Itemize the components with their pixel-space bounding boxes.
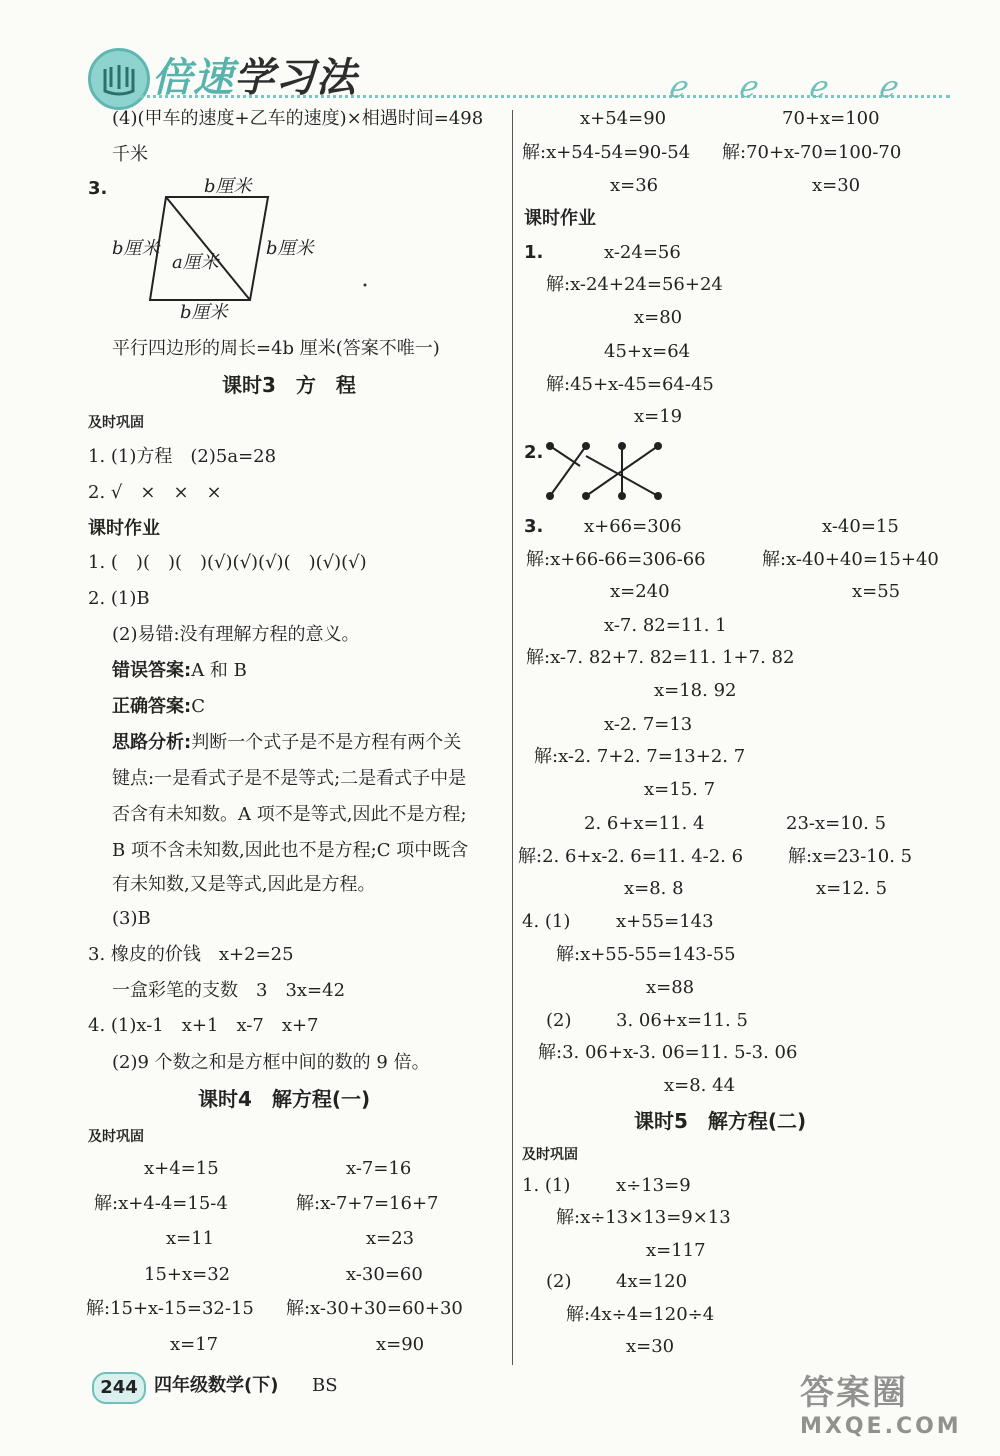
subsection-label: 及时巩固 — [88, 415, 144, 431]
answer-line: 错误答案:A 和 B — [112, 660, 247, 681]
figure-label-left: b厘米 — [112, 238, 160, 259]
equation: 45+x=64 — [604, 341, 691, 362]
answer-line: 正确答案:C — [112, 696, 205, 717]
answer-line: (4)(甲车的速度+乙车的速度)×相遇时间=498 — [112, 108, 484, 129]
equation-result: x=80 — [634, 307, 683, 328]
matching-lines-figure — [540, 436, 670, 506]
column-divider — [512, 110, 513, 1365]
equation: 70+x=100 — [782, 108, 880, 129]
equation: 15+x=32 — [144, 1264, 231, 1285]
equation: 2. 6+x=11. 4 — [584, 813, 705, 834]
answer-line: (2)9 个数之和是方框中间的数的 9 倍。 — [112, 1052, 430, 1073]
equation-result: x=117 — [646, 1240, 706, 1261]
answer-line: 否含有未知数。A 项不是等式,因此不是方程; — [112, 804, 467, 825]
equation-step: 解:x-7+7=16+7 — [296, 1193, 439, 1214]
equation-step: 解:x+54-54=90-54 — [522, 142, 691, 163]
equation-result: x=240 — [610, 581, 670, 602]
equation: x-40=15 — [822, 516, 899, 537]
equation-step: 解:15+x-15=32-15 — [86, 1298, 254, 1319]
equation-step: 解:70+x-70=100-70 — [722, 142, 902, 163]
equation-step: 解:x-24+24=56+24 — [546, 274, 723, 295]
equation-step: 解:x+66-66=306-66 — [526, 549, 706, 570]
equation-step: 解:x-2. 7+2. 7=13+2. 7 — [534, 746, 746, 767]
page-number: 244 — [92, 1372, 146, 1404]
question-number: (2) — [546, 1010, 572, 1031]
answer-line: 1. ( )( )( )(√)(√)(√)( )(√)(√) — [88, 552, 367, 573]
equation: x+4=15 — [144, 1158, 219, 1179]
answer-line: (3)B — [112, 908, 151, 929]
answer-line: 千米 — [112, 144, 148, 165]
equation-result: x=8. 8 — [624, 878, 684, 899]
question-number: (2) — [546, 1271, 572, 1292]
equation-result: x=36 — [610, 175, 659, 196]
equation: x-7=16 — [346, 1158, 412, 1179]
answer-line: 一盒彩笔的支数 3 3x=42 — [112, 980, 346, 1001]
equation: x-2. 7=13 — [604, 714, 693, 735]
equation: 4x=120 — [616, 1271, 688, 1292]
answer-line: 思路分析:判断一个式子是不是方程有两个关 — [112, 732, 462, 753]
equation: x-7. 82=11. 1 — [604, 615, 727, 636]
subsection-label: 课时作业 — [88, 518, 160, 539]
equation-result: x=8. 44 — [664, 1075, 736, 1096]
watermark-line2: MXQE.COM — [800, 1414, 962, 1439]
equation: x-30=60 — [346, 1264, 423, 1285]
section-title: 课时5 解方程(二) — [634, 1109, 807, 1133]
question-number: 3. — [88, 178, 108, 199]
answer-line: 1. (1)方程 (2)5a=28 — [88, 446, 277, 467]
equation-result: x=17 — [170, 1334, 219, 1355]
equation-step: 解:x+55-55=143-55 — [556, 944, 736, 965]
figure-label-top: b厘米 — [204, 176, 252, 197]
header-dotted-rule — [140, 95, 950, 98]
decor-curl-icon: ℯ — [808, 70, 826, 105]
logo-title: 倍速学习法 — [152, 55, 357, 101]
subsection-label: 及时巩固 — [522, 1147, 578, 1163]
logo-icon — [88, 48, 150, 110]
answer-line: 2. (1)B — [88, 588, 150, 609]
answer-line: 2. √ × × × — [88, 482, 222, 503]
answer-line: B 项不含未知数,因此也不是方程;C 项中既含 — [112, 840, 469, 861]
equation: x+66=306 — [584, 516, 682, 537]
equation-result: x=90 — [376, 1334, 425, 1355]
equation: x+55=143 — [616, 911, 714, 932]
equation-result: x=11 — [166, 1228, 215, 1249]
equation-result: x=23 — [366, 1228, 415, 1249]
decor-curl-icon: ℯ — [738, 70, 756, 105]
footer-edition: BS — [312, 1375, 338, 1396]
equation-step: 解:x-7. 82+7. 82=11. 1+7. 82 — [526, 647, 795, 668]
watermark — [800, 1365, 990, 1445]
equation-result: x=88 — [646, 977, 695, 998]
question-number: 3. — [524, 516, 544, 537]
question-number: 4. (1) — [522, 911, 571, 932]
equation-result: x=19 — [634, 406, 683, 427]
question-number: 1. (1) — [522, 1175, 571, 1196]
answer-line: 3. 橡皮的价钱 x+2=25 — [88, 944, 294, 965]
equation-step: 解:x=23-10. 5 — [788, 846, 913, 867]
question-number: 2. — [524, 442, 544, 463]
equation-result: x=15. 7 — [644, 779, 716, 800]
answer-line: (2)易错:没有理解方程的意义。 — [112, 624, 360, 645]
equation-step: 解:x-40+40=15+40 — [762, 549, 939, 570]
equation-step: 解:45+x-45=64-45 — [546, 374, 714, 395]
equation-result: x=55 — [852, 581, 901, 602]
equation-step: 解:x÷13×13=9×13 — [556, 1207, 731, 1228]
subsection-label: 及时巩固 — [88, 1129, 144, 1145]
answer-line: 平行四边形的周长=4b 厘米(答案不唯一) — [112, 338, 440, 359]
equation: x÷13=9 — [616, 1175, 691, 1196]
decor-curl-icon: ℯ — [878, 70, 896, 105]
figure-label-diagonal: a厘米 — [172, 252, 219, 273]
equation-result: x=12. 5 — [816, 878, 888, 899]
equation: x+54=90 — [580, 108, 667, 129]
equation-step: 解:3. 06+x-3. 06=11. 5-3. 06 — [538, 1042, 798, 1063]
equation: 23-x=10. 5 — [786, 813, 887, 834]
footer-title: 四年级数学(下) — [154, 1375, 279, 1396]
figure-label-right: b厘米 — [266, 238, 314, 259]
equation-result: x=18. 92 — [654, 680, 737, 701]
section-title: 课时4 解方程(一) — [198, 1087, 371, 1111]
page-header — [0, 0, 1000, 108]
decor-curl-icon: ℯ — [668, 70, 686, 105]
answer-line: 有未知数,又是等式,因此是方程。 — [112, 874, 376, 895]
equation-step: 解:x+4-4=15-4 — [94, 1193, 228, 1214]
section-title: 课时3 方 程 — [222, 373, 356, 397]
equation-step: 解:2. 6+x-2. 6=11. 4-2. 6 — [518, 846, 744, 867]
equation-step: 解:4x÷4=120÷4 — [566, 1304, 715, 1325]
watermark-line1: 答案圈 — [800, 1373, 908, 1413]
question-number: 1. — [524, 242, 544, 263]
equation-result: x=30 — [626, 1336, 675, 1357]
answer-line: 4. (1)x-1 x+1 x-7 x+7 — [88, 1015, 319, 1036]
equation: x-24=56 — [604, 242, 681, 263]
equation-step: 解:x-30+30=60+30 — [286, 1298, 463, 1319]
answer-line: 键点:一是看式子是不是等式;二是看式子中是 — [112, 768, 467, 789]
subsection-label: 课时作业 — [524, 208, 596, 229]
equation-result: x=30 — [812, 175, 861, 196]
equation: 3. 06+x=11. 5 — [616, 1010, 748, 1031]
figure-label-bottom: b厘米 — [180, 302, 228, 323]
